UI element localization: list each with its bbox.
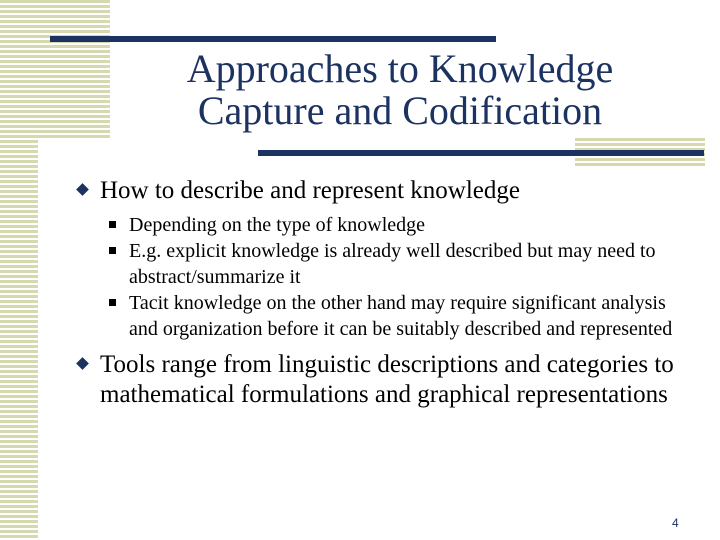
page-number: 4 [672,516,679,530]
bullet-text: How to describe and represent knowledge [100,177,520,204]
bullet-item [78,350,698,410]
sub-bullet-text: E.g. explicit knowledge is already well described but may need to abstract/summarize it [129,240,656,288]
square-bullet-icon [109,221,116,228]
sub-bullet-item [78,212,698,238]
bullet-item [78,176,698,206]
sub-bullet-item [78,238,698,290]
title-rule-top [50,36,496,42]
square-bullet-icon [109,299,116,306]
diamond-bullet-icon [76,357,89,370]
sub-bullet-text: Tacit knowledge on the other hand may require significant analysis and organization before it can be suitably described and represented [129,292,673,340]
slide-title [110,48,690,132]
square-bullet-icon [109,247,116,254]
slide-title-line-2: Capture and Codification [197,88,603,133]
sub-bullet-text: Depending on the type of knowledge [129,214,426,236]
diamond-bullet-icon [76,183,89,196]
slide-title-line-1: Approaches to Knowledge [186,46,614,91]
sub-bullet-list [78,212,698,342]
decorative-stripe-block [0,0,110,138]
sub-bullet-item [78,290,698,342]
bullet-text: Tools range from linguistic descriptions and categories to mathematical formulations and graphical representations [100,351,674,408]
slide-body [78,176,698,416]
title-rule-bottom [258,150,704,156]
